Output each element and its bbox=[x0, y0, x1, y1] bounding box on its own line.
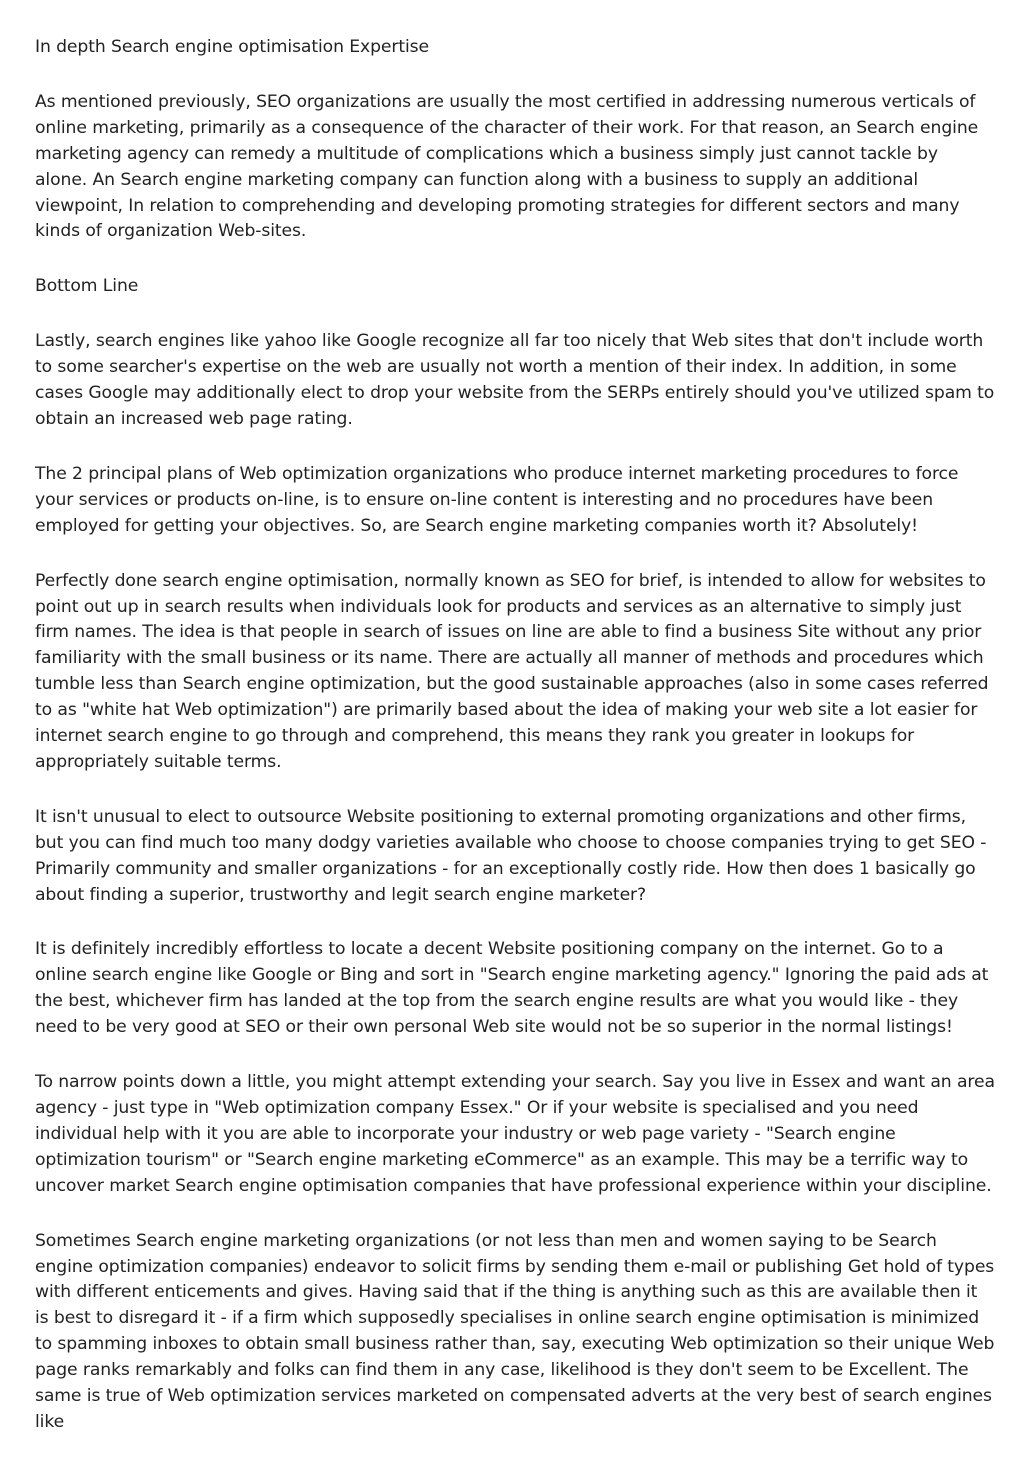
document-body bbox=[35, 35, 995, 1465]
paragraph-search-engines-google: Lastly, search engines like yahoo like Google recognize all far too nicely that Web sites that don't include worth to some searcher's expertise on the web are usually not worth a mention of their index. In addition, in some cases Google may additionally elect to drop your website from the SERPs entirely should you've utilized spam to obtain an increased web page rating. bbox=[35, 331, 995, 429]
section-heading-bottom-line: Bottom Line bbox=[35, 276, 139, 297]
paragraph-perfectly-done: Perfectly done search engine optimisation, normally known as SEO for brief, is intended to allow for websites to point out up in search results when individuals look for products and services as an alternative to simply just firm names. The idea is that people in search of issues on line are able to find a business Site without any prior familiarity with the small business or its name. There are actually all manner of methods and procedures which tumble less than Search engine optimization, but the good sustainable approaches (also in some cases referred to as "white hat Web optimization") are primarily based about the idea of making your web site a lot easier for internet search engine to go through and comprehend, this means they rank you greater in lookups for appropriately suitable terms. bbox=[35, 570, 989, 772]
paragraph-outsource: It isn't unusual to elect to outsource Website positioning to external promoting organizations and other firms, but you can find much too many dodgy varieties available who choose to choose companies trying to get SEO - Primarily community and smaller organizations - for an exceptionally costly ride. How then does 1 basically go about finding a superior, trustworthy and legit search engine marketer? bbox=[35, 806, 987, 905]
paragraph-solicit-firms: Sometimes Search engine marketing organizations (or not less than men and women saying to be Search engine optimization companies) endeavor to solicit firms by sending them e-mail or publishing Get hold of types with different enticements and gives. Having said that if the thing is anything such as this are available then it is best to disregard it - if a firm which supposedly specialises in online search engine optimisation is minimized to spamming inboxes to obtain small business rather than, say, executing Web optimization so their unique Web page ranks remarkably and folks can find them in any case, likelihood is they don't seem to be Excellent. The same is true of Web optimization services marketed on compensated adverts at the very best of search engines like bbox=[35, 1230, 995, 1432]
paragraph-locate-company: It is definitely incredibly effortless to locate a decent Website positioning company on the internet. Go to a online search engine like Google or Bing and sort in "Search engine marketing agency." Ignoring the paid ads at the best, whichever firm has landed at the top from the search engine results are what you would like - they need to be very good at SEO or their own personal Web site would not be so superior in the normal listings! bbox=[35, 939, 989, 1038]
paragraph-seo-organizations: As mentioned previously, SEO organizations are usually the most certified in addressing numerous verticals of online marketing, primarily as a consequence of the character of their work. For that reason, an Search engine marketing agency can remedy a multitude of complications which a business simply just cannot tackle by alone. An Search engine marketing company can function along with a business to supply an additional viewpoint, In relation to comprehending and developing promoting strategies for different sectors and many kinds of organization Web-sites. bbox=[35, 91, 979, 242]
paragraph-narrow-points: To narrow points down a little, you might attempt extending your search. Say you live in Essex and want an area agency - just type in "Web optimization company Essex." Or if your website is specialised and you need individual help with it you are able to incorporate your industry or web page variety - "Search engine optimization tourism" or "Search engine marketing eCommerce" as an example. This may be a terrific way to uncover market Search engine optimisation companies that have professional experience within your discipline. bbox=[35, 1072, 995, 1196]
section-heading-expertise: In depth Search engine optimisation Expertise bbox=[35, 37, 429, 57]
paragraph-principal-plans: The 2 principal plans of Web optimization organizations who produce internet marketing procedures to force your services or products on-line, is to ensure on-line content is interesting and no procedures have been employed for getting your objectives. So, are Search engine marketing companies worth it? Absolutely! bbox=[35, 463, 959, 536]
